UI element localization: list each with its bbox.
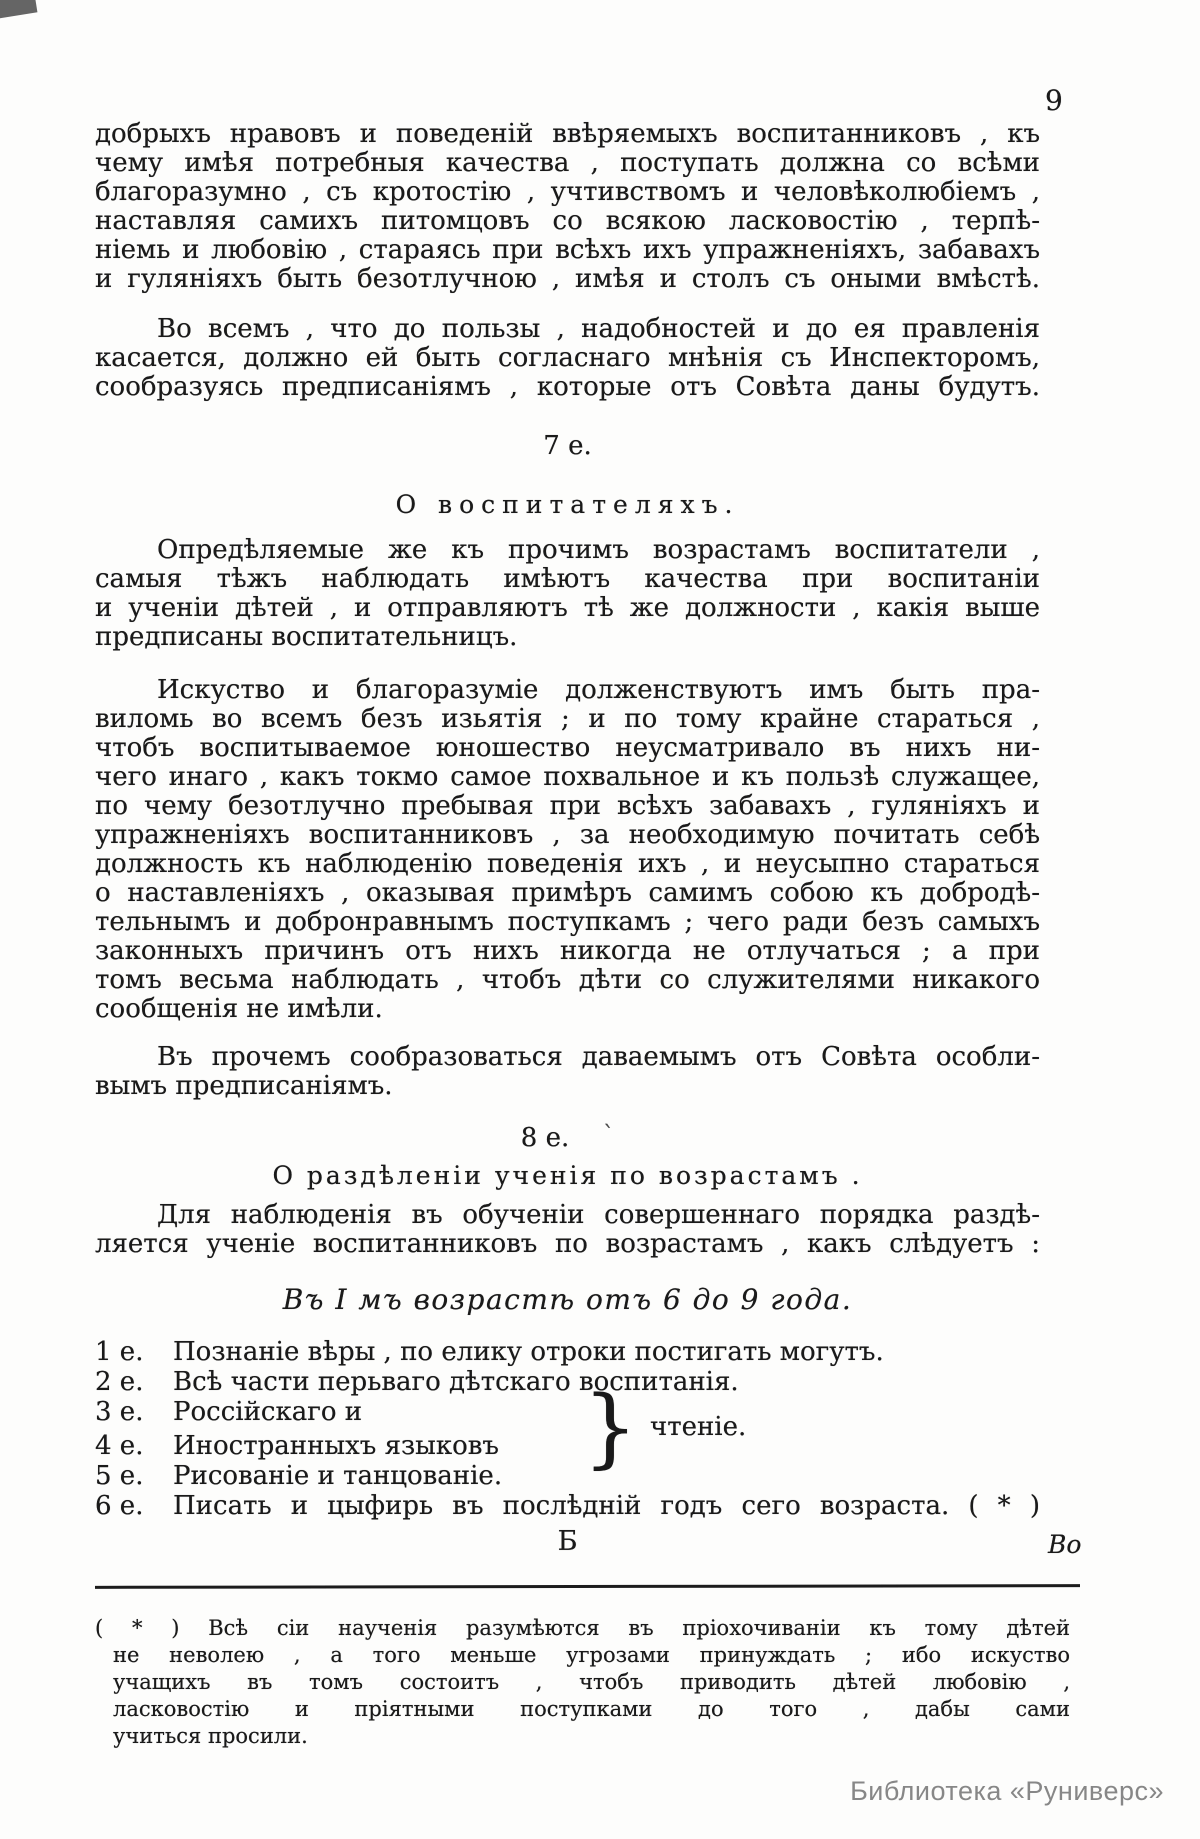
list-item [95, 1461, 1040, 1491]
page-number: 9 [1045, 84, 1063, 117]
paragraph-1 [95, 120, 1040, 294]
library-watermark: Библиотека «Руниверс» [850, 1776, 1164, 1806]
footnote-line: учиться просили. [113, 1724, 308, 1748]
text-line: Опредѣляемые же къ прочимъ возрастамъ воспитатели , [157, 535, 1040, 565]
text-line: Для наблюденія въ обученіи совершеннаго порядка раздѣ- [157, 1200, 1040, 1230]
list-item-number: 4 е. [95, 1431, 144, 1461]
paragraph-6 [95, 1201, 1040, 1259]
list-item [95, 1337, 1040, 1367]
curriculum-list [95, 1337, 1040, 1521]
text-line: чего инаго , какъ токмо самое похвальное и къ пользѣ служащее, [95, 762, 1040, 792]
text-line: чтобъ воспитываемое юношество неусматривало въ нихъ ни- [95, 733, 1040, 763]
footnote-line: ласковостію и пріятными поступками до того , дабы сами [113, 1697, 1070, 1721]
paragraph-4 [95, 676, 1040, 1024]
text-line: ніемь и любовію , стараясь при всѣхъ ихъ упражненіяхъ, забавахъ [95, 235, 1040, 265]
footnote-line: не неволею , а того меньше угрозами принуждать ; ибо искуство [113, 1643, 1070, 1667]
list-item [95, 1397, 1040, 1427]
text-line: касается, должно ей быть согласнаго мнѣнія съ Инспекторомъ, [95, 343, 1040, 373]
footnote-line: ( * ) Всѣ сіи наученія разумѣются въ пріохочиваніи къ тому дѣтей [95, 1616, 1070, 1640]
age-group-heading: Въ I мъ возрастѣ отъ 6 до 9 года. [282, 1283, 853, 1316]
signature-mark: Б [557, 1526, 578, 1557]
list-item-number: 2 е. [95, 1367, 144, 1397]
text-line: наставляя самихъ питомцовъ со всякою ласковостію , терпѣ- [95, 206, 1040, 236]
text-line: Во всемъ , что до пользы , надобностей и до ея правленія [157, 314, 1040, 344]
text-line: упражненіяхъ воспитанниковъ , за необходимую почитать себѣ [95, 820, 1040, 850]
text-line: Искуство и благоразуміе долженствуютъ имъ быть пра- [157, 675, 1040, 705]
list-item [95, 1367, 1040, 1397]
list-item-number: 1 е. [95, 1337, 144, 1367]
footnote-line: учащихъ въ томъ состоитъ , чтобъ приводить дѣтей любовію , [113, 1670, 1070, 1694]
text-line: по чему безотлучно пребывая при всѣхъ забавахъ , гуляніяхъ и [95, 791, 1040, 821]
text-line: законныхъ причинъ отъ нихъ никогда не отлучаться ; а при [95, 936, 1040, 966]
text-line: и ученіи дѣтей , и отправляютъ тѣ же должности , какія выше [95, 593, 1040, 623]
paragraph-3 [95, 536, 1040, 652]
paragraph-5 [95, 1043, 1040, 1101]
list-item-text: Познаніе вѣры , по елику отроки постигать могутъ. [173, 1337, 884, 1367]
list-item-text: Писать и цыфирь въ послѣдній годъ сего возраста. ( * ) [173, 1491, 1040, 1521]
text-line: чему имѣя потребныя качества , поступать должна со всѣми [95, 148, 1040, 178]
list-item-text: Всѣ части перьваго дѣтскаго воспитанія. [173, 1367, 739, 1397]
section-7-title: О воспитателяхъ. [395, 490, 740, 519]
section-8-number-text: 8 е. [520, 1123, 570, 1153]
list-item [95, 1491, 1040, 1521]
list-item-number: 5 е. [95, 1461, 144, 1491]
list-brace-label: чтеніе. [650, 1412, 747, 1442]
section-8-title: О раздѣленіи ученія по возрастамъ . [272, 1161, 863, 1190]
text-line: предписаны воспитательницъ. [95, 622, 518, 652]
text-line: добрыхъ нравовъ и поведеній ввѣряемыхъ воспитанниковъ , къ [95, 119, 1040, 149]
section-7-number: 7 е. [543, 431, 592, 461]
catchword: Во [1048, 1530, 1082, 1559]
text-line: сообразуясь предписаніямъ , которые отъ Совѣта даны будутъ. [95, 372, 1040, 402]
list-item-text: Россійскаго и [173, 1397, 363, 1427]
footnote-rule [95, 1584, 1080, 1589]
section-8-number [95, 1123, 1040, 1153]
paragraph-2 [95, 315, 1040, 402]
text-line: ляется ученіе воспитанниковъ по возрастамъ , какъ слѣдуетъ : [95, 1229, 1040, 1259]
list-item [95, 1431, 1040, 1461]
list-brace: } [583, 1378, 638, 1478]
text-line: о наставленіяхъ , оказывая примѣръ самимъ собою къ добродѣ- [95, 878, 1040, 908]
text-line: томъ весьма наблюдать , чтобъ дѣти со служителями никакого [95, 965, 1040, 995]
list-item-number: 3 е. [95, 1397, 144, 1427]
text-line: Въ прочемъ сообразоваться даваемымъ отъ Совѣта особли- [157, 1042, 1040, 1072]
list-item-text: Рисованіе и танцованіе. [173, 1461, 503, 1491]
scan-mark-artifact: ˋ [603, 1123, 615, 1148]
text-line: виломь во всемъ безъ изьятія ; и по тому крайне стараться , [95, 704, 1040, 734]
text-line: благоразумно , съ кротостію , учтивствомъ и человѣколюбіемъ , [95, 177, 1040, 207]
text-line: тельнымъ и добронравнымъ поступкамъ ; чего ради безъ самыхъ [95, 907, 1040, 937]
list-item-text: Иностранныхъ языковъ [173, 1431, 499, 1461]
scan-corner-artifact [0, 0, 37, 19]
text-line: сообщенія не имѣли. [95, 994, 383, 1024]
text-line: самыя тѣжъ наблюдать имѣютъ качества при воспитаніи [95, 564, 1040, 594]
text-line: должность къ наблюденію поведенія ихъ , и неусыпно стараться [95, 849, 1040, 879]
text-line: вымъ предписаніямъ. [95, 1071, 393, 1101]
list-item-number: 6 е. [95, 1491, 144, 1521]
footnote [95, 1615, 1070, 1750]
text-line: и гуляніяхъ быть безотлучною , имѣя и столъ съ оными вмѣстѣ. [95, 264, 1040, 294]
